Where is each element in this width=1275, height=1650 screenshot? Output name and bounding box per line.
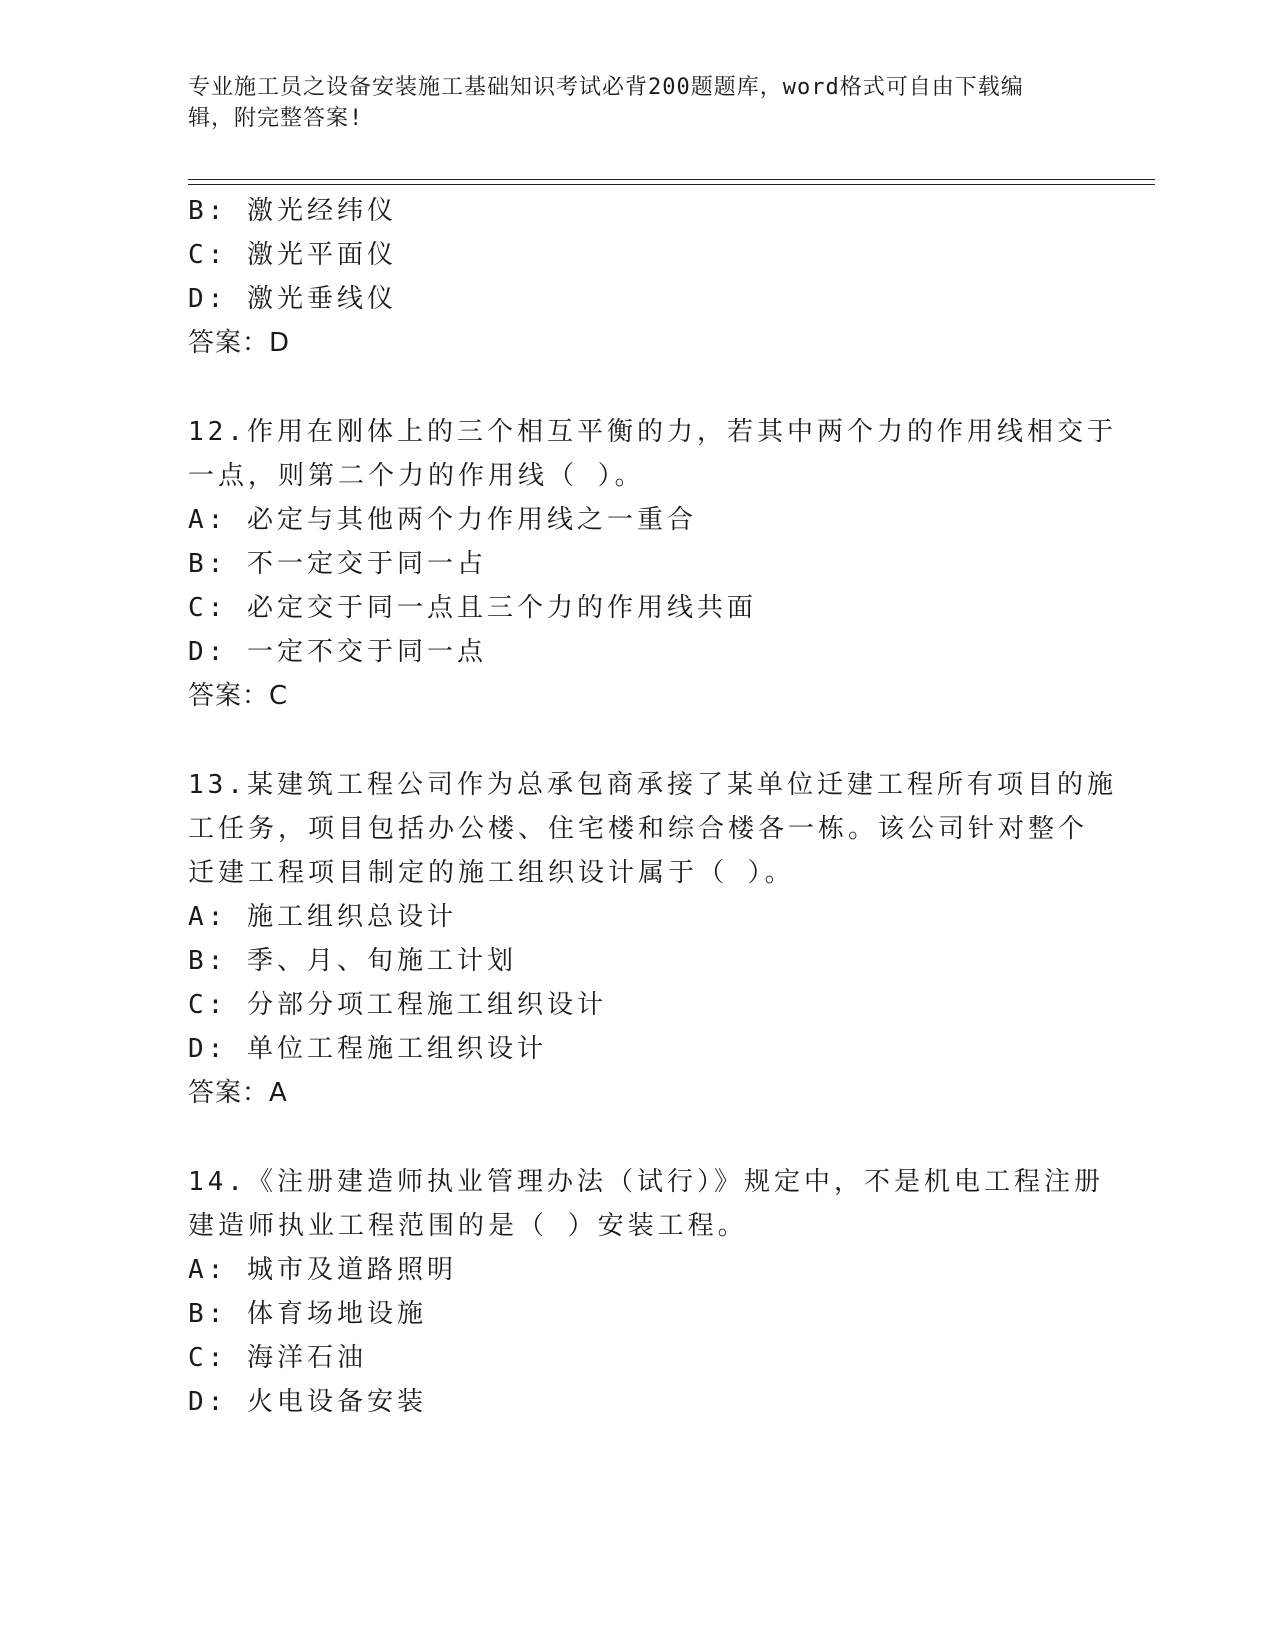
q13-stem-line-3: 迁建工程项目制定的施工组织设计属于（ ）。	[188, 858, 795, 888]
q14-option-b: B: 体育场地设施	[188, 1299, 427, 1329]
header-divider-top	[188, 179, 1155, 180]
q13-stem-line-1: 13.某建筑工程公司作为总承包商承接了某单位迁建工程所有项目的施	[188, 770, 1117, 800]
q13-option-a: A: 施工组织总设计	[188, 902, 457, 932]
q12-stem-line-2: 一点，则第二个力的作用线（ ）。	[188, 461, 645, 491]
q12-answer: 答案：C	[188, 681, 289, 711]
q11-option-b: B: 激光经纬仪	[188, 196, 397, 226]
q11-option-c: C: 激光平面仪	[188, 240, 397, 270]
q13-option-d: D: 单位工程施工组织设计	[188, 1034, 547, 1064]
q14-stem-line-1: 14.《注册建造师执业管理办法（试行）》规定中，不是机电工程注册	[188, 1167, 1104, 1197]
header-divider-bottom	[188, 184, 1155, 185]
q12-stem-line-1: 12.作用在刚体上的三个相互平衡的力，若其中两个力的作用线相交于	[188, 417, 1117, 447]
q13-option-b: B: 季、月、旬施工计划	[188, 946, 517, 976]
q12-option-a: A: 必定与其他两个力作用线之一重合	[188, 505, 697, 535]
q11-option-d: D: 激光垂线仪	[188, 284, 397, 314]
q14-option-a: A: 城市及道路照明	[188, 1255, 457, 1285]
q14-option-c: C: 海洋石油	[188, 1343, 367, 1373]
q14-stem-line-2: 建造师执业工程范围的是（ ）安装工程。	[188, 1211, 748, 1241]
q12-option-b: B: 不一定交于同一占	[188, 549, 487, 579]
q12-option-d: D: 一定不交于同一点	[188, 637, 487, 667]
q14-option-d: D: 火电设备安装	[188, 1387, 427, 1417]
q13-stem-line-2: 工任务，项目包括办公楼、住宅楼和综合楼各一栋。该公司针对整个	[188, 814, 1089, 844]
q13-option-c: C: 分部分项工程施工组织设计	[188, 990, 607, 1020]
q12-option-c: C: 必定交于同一点且三个力的作用线共面	[188, 593, 757, 623]
q13-answer: 答案：A	[188, 1078, 288, 1108]
document-header: 专业施工员之设备安装施工基础知识考试必背200题题库，word格式可自由下载编辑，附完整答案!	[188, 75, 1024, 131]
q11-answer: 答案：D	[188, 328, 291, 358]
